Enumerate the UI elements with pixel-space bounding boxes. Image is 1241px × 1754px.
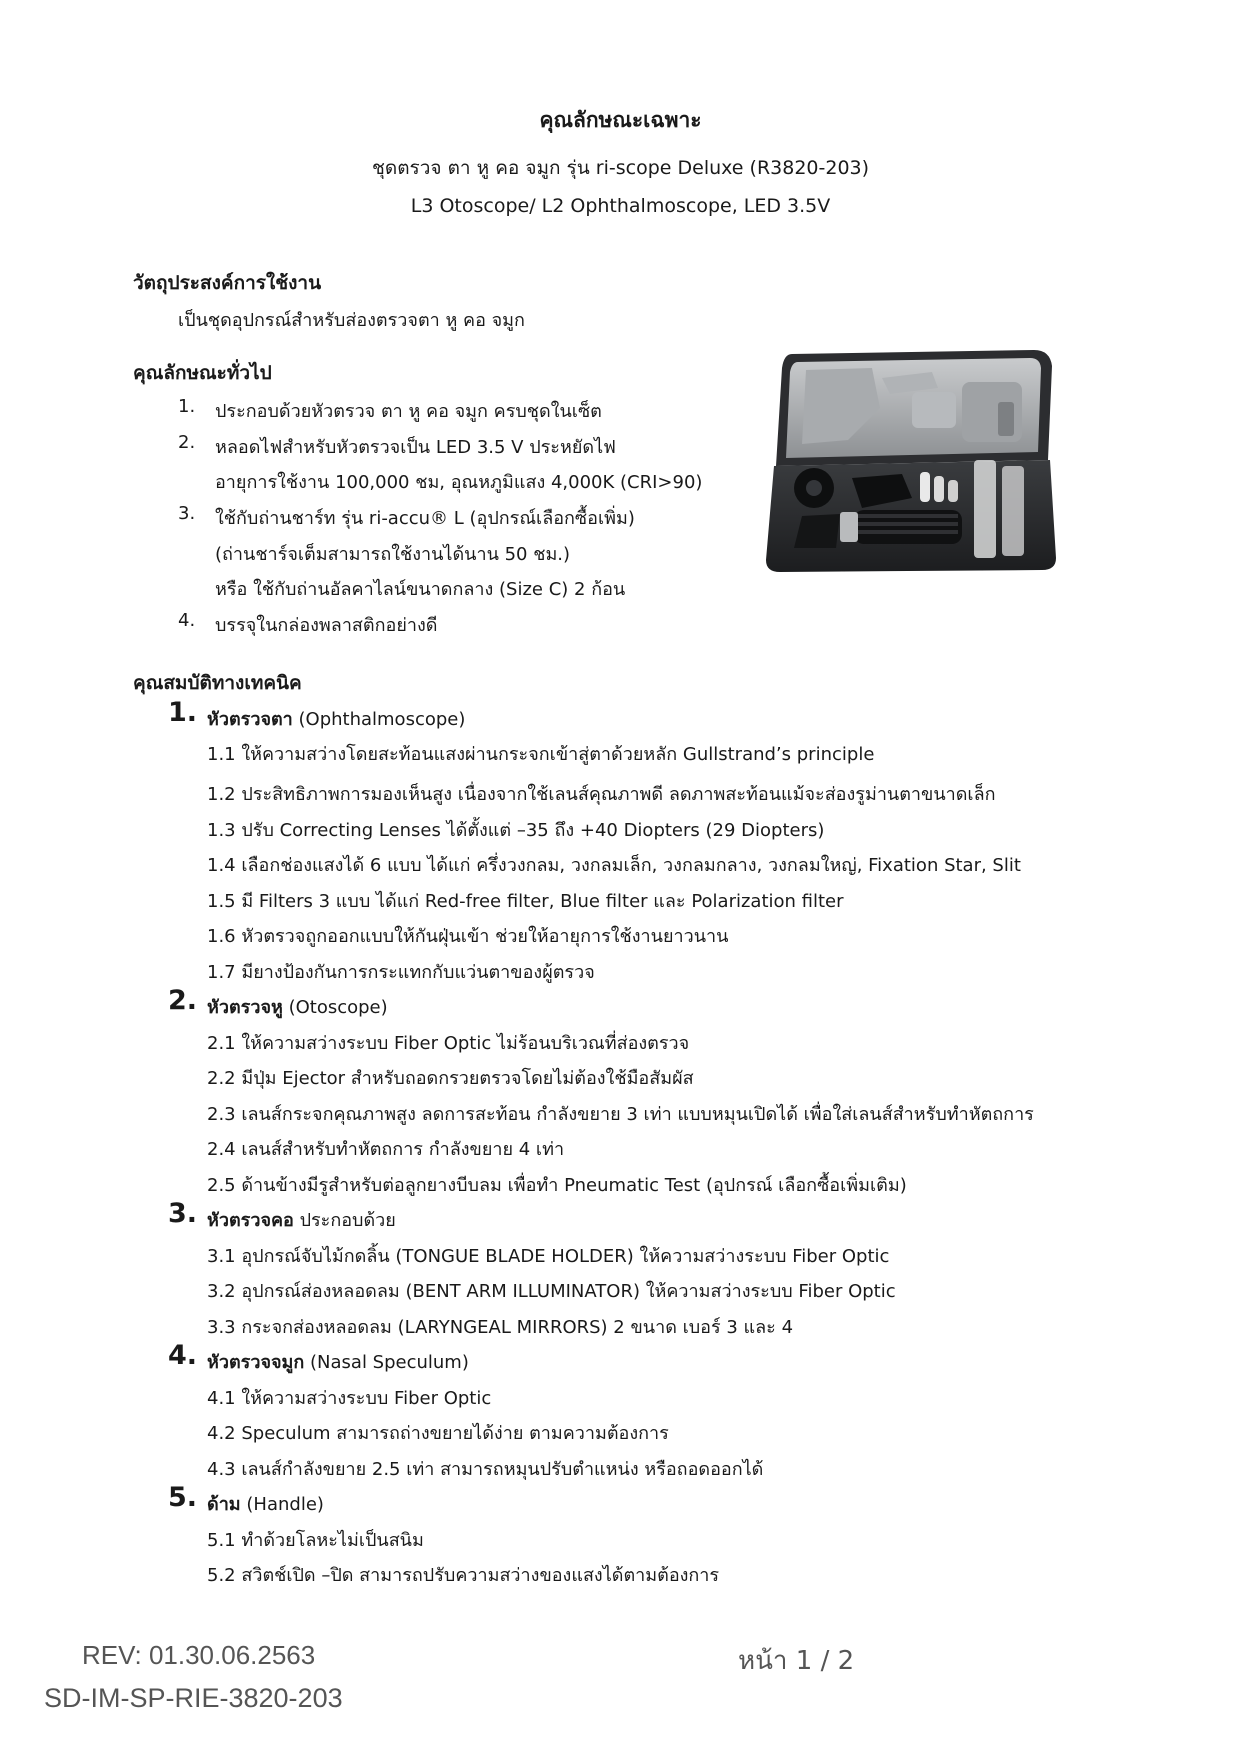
technical-heading: คุณสมบัติทางเทคนิค	[133, 672, 302, 694]
technical-sub-item: 2.4 เลนส์สำหรับทำหัตถการ กำลังขยาย 4 เท่า	[207, 1139, 565, 1160]
technical-sub-item: 1.7 มียางป้องกันการกระแทกกับแว่นตาของผู้ตรวจ	[207, 962, 595, 983]
technical-section-number: 2.	[168, 985, 198, 1016]
general-heading: คุณลักษณะทั่วไป	[133, 362, 272, 384]
technical-sub-item: 2.5 ด้านข้างมีรูสำหรับต่อลูกยางบีบลม เพื่อทำ Pneumatic Test (อุปกรณ์ เลือกซื้อเพิ่มเติม)	[207, 1175, 907, 1196]
general-item-num: 2.	[178, 432, 196, 453]
page-subtitle-model: ชุดตรวจ ตา หู คอ จมูก รุ่น ri-scope Deluxe (R3820-203)	[371, 157, 870, 179]
technical-sub-item: 1.1 ให้ความสว่างโดยสะท้อนแสงผ่านกระจกเข้าสู่ตาด้วยหลัก Gullstrand’s principle	[207, 744, 875, 765]
technical-sub-item: 5.2 สวิตช์เปิด –ปิด สามารถปรับความสว่างของแสงได้ตามต้องการ	[207, 1565, 720, 1586]
technical-section-title: หัวตรวจจมูก (Nasal Speculum)	[207, 1352, 469, 1373]
technical-section-number: 5.	[168, 1482, 198, 1513]
technical-sub-item: 1.6 หัวตรวจถูกออกแบบให้กันฝุ่นเข้า ช่วยให้อายุการใช้งานยาวนาน	[207, 926, 729, 947]
page-number: หน้า 1 / 2	[738, 1646, 855, 1676]
technical-sub-item: 5.1 ทำด้วยโลหะไม่เป็นสนิม	[207, 1530, 424, 1551]
technical-sub-item: 1.2 ประสิทธิภาพการมองเห็นสูง เนื่องจากใช้เลนส์คุณภาพดี ลดภาพสะท้อนแม้จะส่องรูม่านตาขนาดเล็ก	[207, 784, 996, 805]
general-item-num: 1.	[178, 396, 196, 417]
technical-sub-item: 2.1 ให้ความสว่างระบบ Fiber Optic ไม่ร้อนบริเวณที่ส่องตรวจ	[207, 1033, 690, 1054]
technical-sub-item: 4.3 เลนส์กำลังขยาย 2.5 เท่า สามารถหมุนปรับตำแหน่ง หรือถอดออกได้	[207, 1459, 764, 1480]
purpose-heading: วัตถุประสงค์การใช้งาน	[133, 272, 322, 294]
technical-sub-item: 1.5 มี Filters 3 แบบ ได้แก่ Red-free filter, Blue filter และ Polarization filter	[207, 891, 844, 912]
page-title: คุณลักษณะเฉพาะ	[539, 108, 702, 132]
technical-section-title: หัวตรวจคอ ประกอบด้วย	[207, 1210, 396, 1231]
technical-section-number: 3.	[168, 1198, 198, 1229]
technical-sub-item: 4.2 Speculum สามารถถ่างขยายได้ง่าย ตามความต้องการ	[207, 1423, 669, 1444]
technical-sub-item: 1.3 ปรับ Correcting Lenses ได้ตั้งแต่ –35 ถึง +40 Diopters (29 Diopters)	[207, 820, 825, 841]
general-item-line: บรรจุในกล่องพลาสติกอย่างดี	[215, 615, 438, 636]
technical-section-number: 1.	[168, 697, 198, 728]
technical-section-title: หัวตรวจหู (Otoscope)	[207, 997, 388, 1018]
general-item-line: (ถ่านชาร์จเต็มสามารถใช้งานได้นาน 50 ชม.)	[215, 544, 571, 565]
general-item-line: อายุการใช้งาน 100,000 ชม, อุณหภูมิแสง 4,000K (CRI>90)	[215, 472, 703, 493]
technical-section-number: 4.	[168, 1340, 198, 1371]
general-item-line: หลอดไฟสำหรับหัวตรวจเป็น LED 3.5 V ประหยัดไฟ	[215, 437, 616, 458]
technical-sub-item: 4.1 ให้ความสว่างระบบ Fiber Optic	[207, 1388, 492, 1409]
technical-section-title: หัวตรวจตา (Ophthalmoscope)	[207, 709, 466, 730]
technical-sub-item: 2.3 เลนส์กระจกคุณภาพสูง ลดการสะท้อน กำลังขยาย 3 เท่า แบบหมุนเปิดได้ เพื่อใส่เลนส์สำหรับทำหัตถการ	[207, 1104, 1034, 1125]
technical-sub-item: 3.3 กระจกส่องหลอดลม (LARYNGEAL MIRRORS) 2 ขนาด เบอร์ 3 และ 4	[207, 1317, 794, 1338]
product-kit-image	[762, 348, 1058, 573]
revision-label: REV: 01.30.06.2563	[82, 1640, 316, 1670]
general-item-line: ใช้กับถ่านชาร์ท รุ่น ri-accu® L (อุปกรณ์เลือกซื้อเพิ่ม)	[215, 508, 635, 529]
technical-sub-item: 3.2 อุปกรณ์ส่องหลอดลม (BENT ARM ILLUMINATOR) ให้ความสว่างระบบ Fiber Optic	[207, 1281, 896, 1302]
document-code: SD-IM-SP-RIE-3820-203	[44, 1683, 343, 1713]
technical-sub-item: 1.4 เลือกช่องแสงได้ 6 แบบ ได้แก่ ครึ่งวงกลม, วงกลมเล็ก, วงกลมกลาง, วงกลมใหญ่, Fixation Star, Slit	[207, 855, 1021, 876]
technical-section-title: ด้าม (Handle)	[207, 1494, 324, 1515]
purpose-text: เป็นชุดอุปกรณ์สำหรับส่องตรวจตา หู คอ จมูก	[178, 310, 525, 331]
technical-sub-item: 2.2 มีปุ่ม Ejector สำหรับถอดกรวยตรวจโดยไม่ต้องใช้มือสัมผัส	[207, 1068, 694, 1089]
technical-sub-item: 3.1 อุปกรณ์จับไม้กดลิ้น (TONGUE BLADE HOLDER) ให้ความสว่างระบบ Fiber Optic	[207, 1246, 890, 1267]
page-subtitle-spec: L3 Otoscope/ L2 Ophthalmoscope, LED 3.5V	[410, 195, 831, 217]
general-item-num: 3.	[178, 503, 196, 524]
general-item-line: หรือ ใช้กับถ่านอัลคาไลน์ขนาดกลาง (Size C) 2 ก้อน	[215, 579, 626, 600]
general-item-num: 4.	[178, 610, 196, 631]
general-item-line: ประกอบด้วยหัวตรวจ ตา หู คอ จมูก ครบชุดในเซ็ต	[215, 401, 602, 422]
